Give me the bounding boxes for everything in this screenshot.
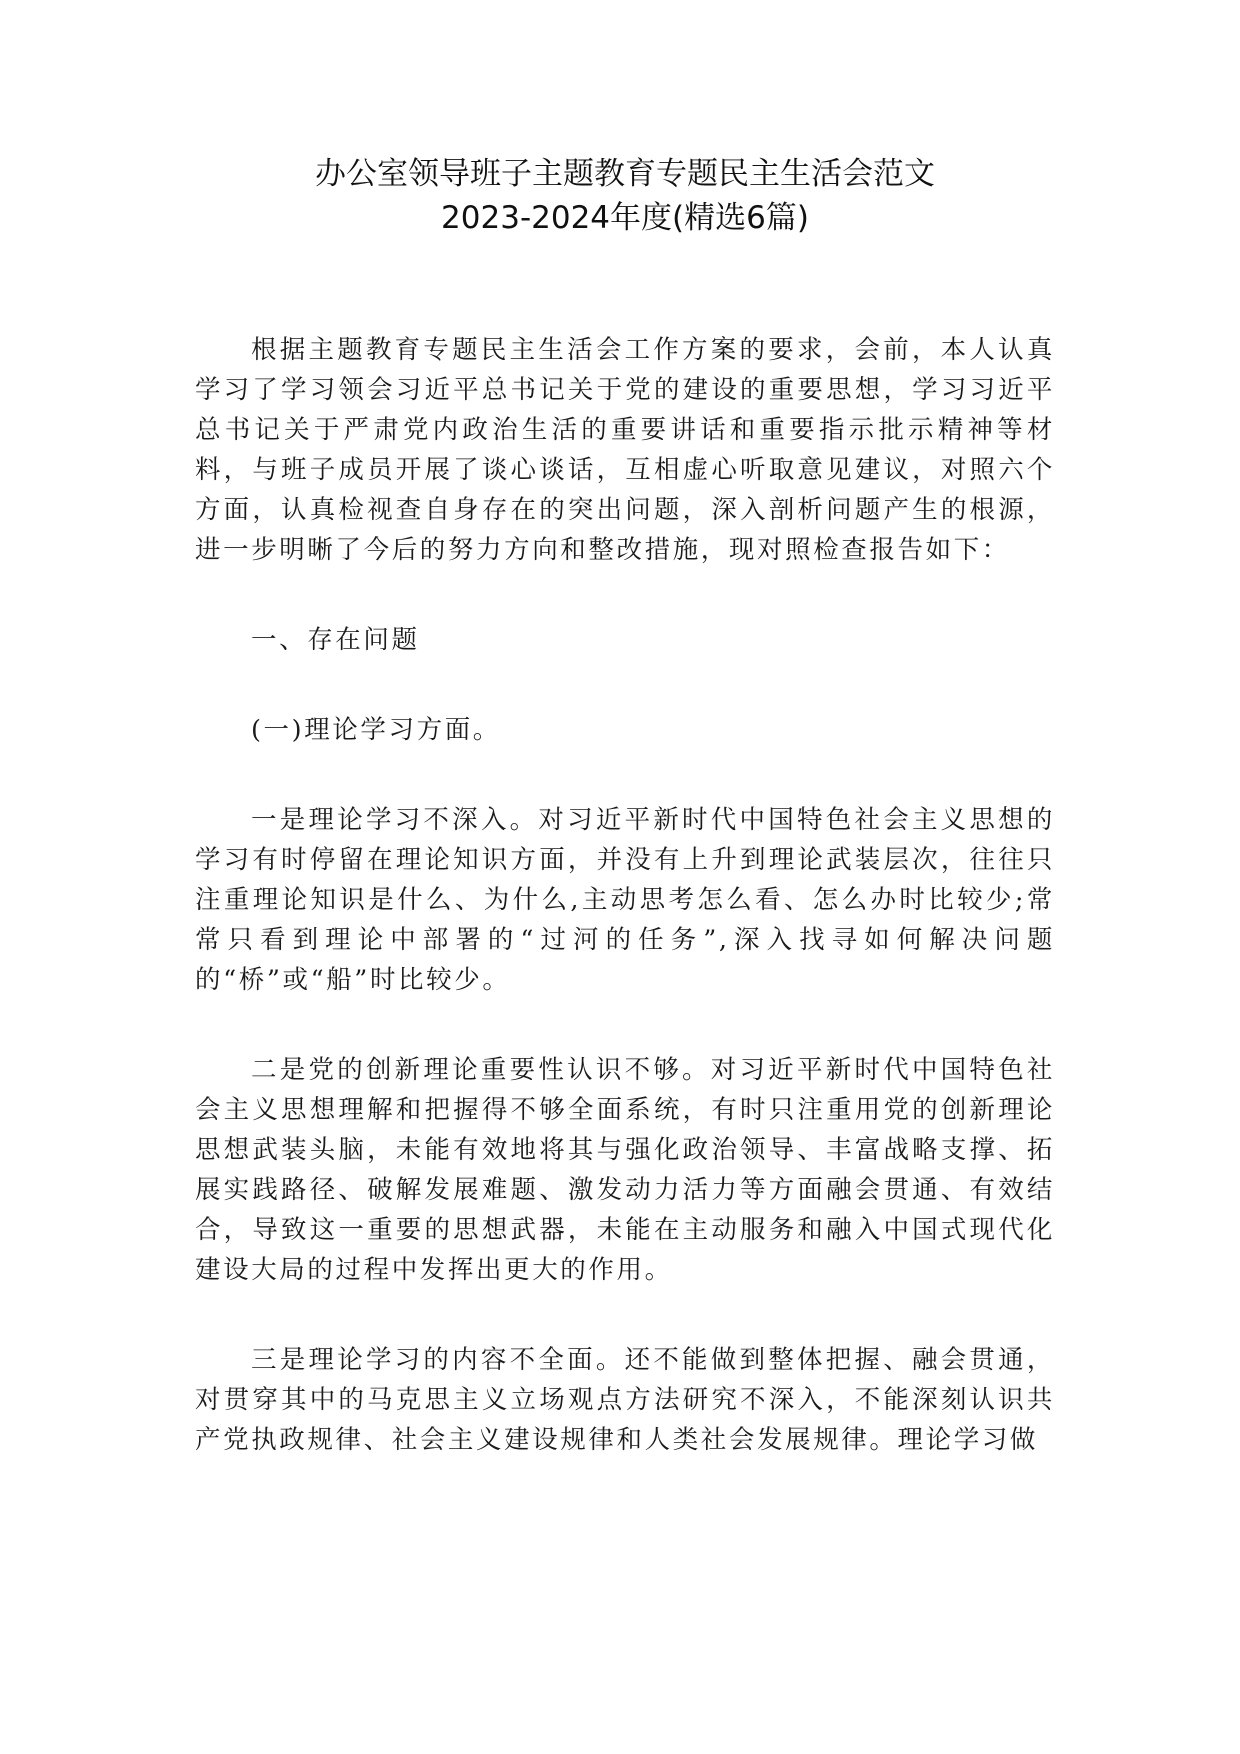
point-2-paragraph: 二是党的创新理论重要性认识不够。对习近平新时代中国特色社会主义思想理解和把握得不够全面系统，有时只注重用党的创新理论思想武装头脑，未能有效地将其与强化政治领导、丰富战略支撑、拓展实践路径、破解发展难题、激发动力活力等方面融会贯通、有效结合，导致这一重要的思想武器，未能在主动服务和融入中国式现代化建设大局的过程中发挥出更大的作用。 xyxy=(195,1055,1055,1285)
point-3-paragraph: 三是理论学习的内容不全面。还不能做到整体把握、融会贯通，对贯穿其中的马克思主义立场观点方法研究不深入，不能深刻认识共产党执政规律、社会主义建设规律和人类社会发展规律。理论学习做 xyxy=(195,1345,1055,1455)
intro-paragraph: 根据主题教育专题民主生活会工作方案的要求，会前，本人认真学习了学习领会习近平总书记关于党的建设的重要思想，学习习近平总书记关于严肃党内政治生活的重要讲话和重要指示批示精神等材料，与班子成员开展了谈心谈话，互相虚心听取意见建议，对照六个方面，认真检视查自身存在的突出问题，深入剖析问题产生的根源，进一步明晰了今后的努力方向和整改措施，现对照检查报告如下： xyxy=(195,335,1055,565)
document-title-line-2: 2023-2024年度(精选6篇) xyxy=(441,200,809,236)
document-title-line-1: 办公室领导班子主题教育专题民主生活会范文 xyxy=(315,156,935,192)
section-heading: 一、存在问题 xyxy=(251,625,420,655)
subsection-heading: (一)理论学习方面。 xyxy=(251,715,501,745)
point-1-paragraph: 一是理论学习不深入。对习近平新时代中国特色社会主义思想的学习有时停留在理论知识方面，并没有上升到理论武装层次，往往只注重理论知识是什么、为什么,主动思考怎么看、怎么办时比较少;常常只看到理论中部署的“过河的任务”,深入找寻如何解决问题的“桥”或“船”时比较少。 xyxy=(195,805,1055,995)
document-body xyxy=(195,330,1055,1510)
